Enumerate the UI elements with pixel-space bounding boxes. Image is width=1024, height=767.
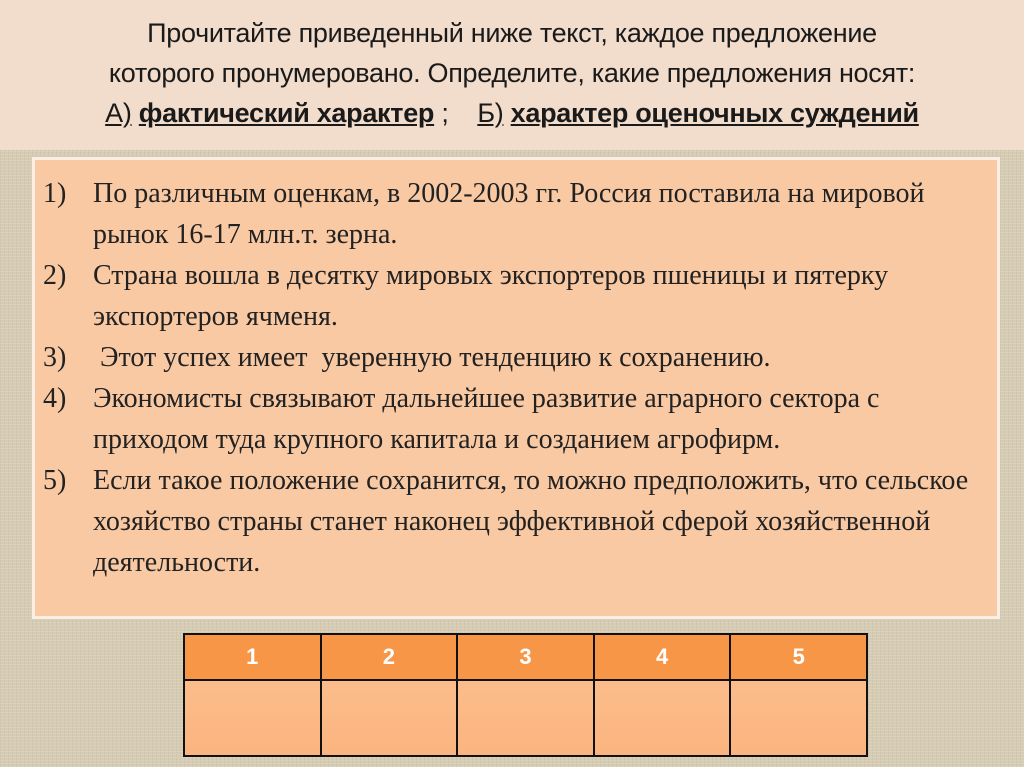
option-a-prefix: А) bbox=[105, 98, 132, 128]
header-cell: 1 bbox=[184, 634, 321, 680]
answer-row bbox=[184, 680, 867, 756]
answer-table bbox=[183, 633, 868, 757]
separator: ; bbox=[441, 98, 449, 128]
sentence-item bbox=[35, 378, 977, 460]
option-b-prefix: Б) bbox=[477, 98, 504, 128]
answer-cell[interactable] bbox=[184, 680, 321, 756]
instruction-line-1: Прочитайте приведенный ниже текст, каждое предложение bbox=[147, 18, 877, 48]
task-instructions bbox=[0, 0, 1024, 150]
header-cell: 3 bbox=[457, 634, 594, 680]
answer-cell[interactable] bbox=[730, 680, 867, 756]
header-cell: 4 bbox=[594, 634, 731, 680]
sentence-text: Этот успех имеет уверенную тенденцию к сохранению. bbox=[93, 342, 771, 373]
answer-table-header-row bbox=[184, 634, 867, 680]
sentence-item bbox=[35, 173, 977, 255]
option-a-label: фактический характер bbox=[138, 98, 435, 128]
sentence-number: 5) bbox=[43, 465, 67, 496]
answer-cell[interactable] bbox=[457, 680, 594, 756]
sentence-number: 3) bbox=[43, 342, 67, 373]
sentence-text: Страна вошла в десятку мировых экспортеров пшеницы и пятерку экспортеров ячменя. bbox=[93, 260, 889, 332]
sentence-text: По различным оценкам, в 2002-2003 гг. Россия поставила на мировой рынок 16-17 млн.т. зерна. bbox=[93, 178, 925, 250]
option-b-label: характер оценочных суждений bbox=[510, 98, 919, 128]
sentences-box bbox=[32, 157, 1000, 619]
sentence-text: Экономисты связывают дальнейшее развитие аграрного сектора с приходом туда крупного капитала и созданием агрофирм. bbox=[93, 383, 880, 455]
sentence-item bbox=[35, 337, 977, 378]
instruction-line-2: которого пронумеровано. Определите, какие предложения носят: bbox=[108, 58, 916, 88]
sentence-item bbox=[35, 460, 977, 583]
sentence-number: 4) bbox=[43, 383, 67, 414]
sentence-number: 1) bbox=[43, 178, 67, 209]
answer-cell[interactable] bbox=[594, 680, 731, 756]
sentence-number: 2) bbox=[43, 260, 67, 291]
header-cell: 2 bbox=[321, 634, 458, 680]
answer-cell[interactable] bbox=[321, 680, 458, 756]
header-cell: 5 bbox=[730, 634, 867, 680]
sentence-item bbox=[35, 255, 977, 337]
sentence-text: Если такое положение сохранится, то можно предположить, что сельское хозяйство страны станет наконец эффективной сферой хозяйственной деятельности. bbox=[93, 465, 969, 578]
instruction-options bbox=[0, 93, 1024, 133]
